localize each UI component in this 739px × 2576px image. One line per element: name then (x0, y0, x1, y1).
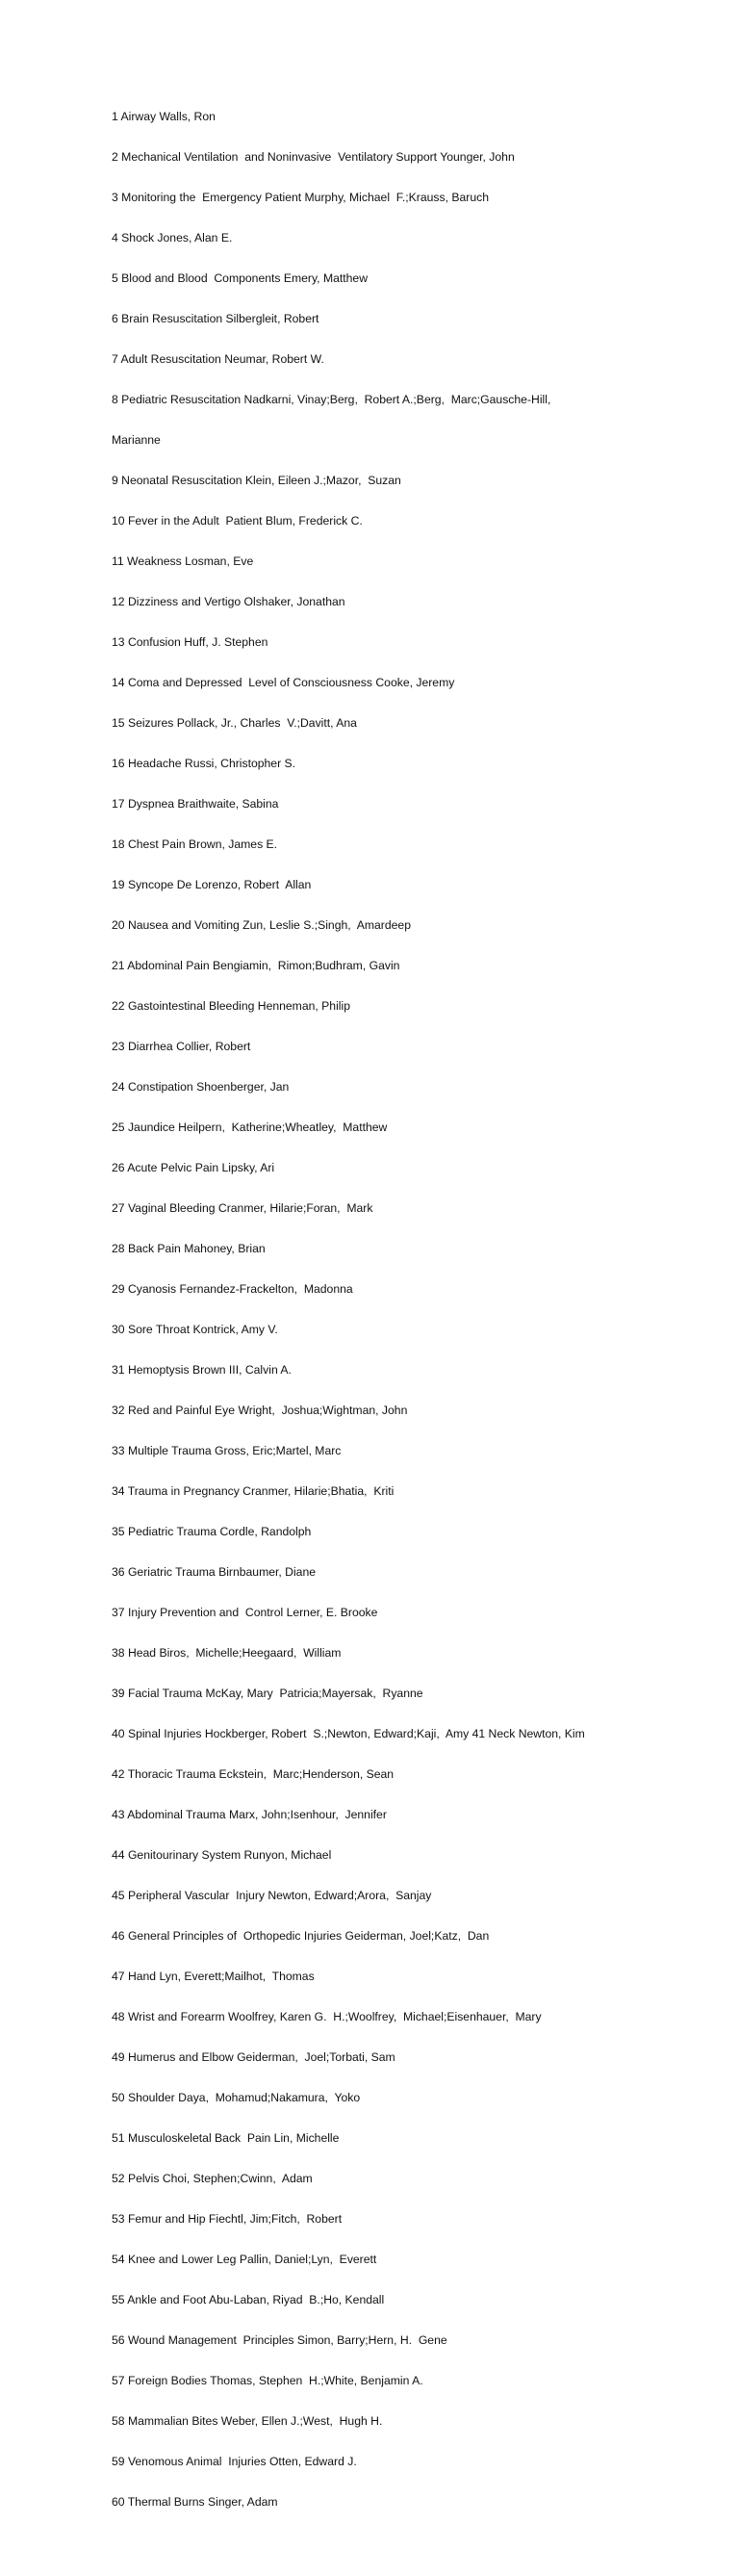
list-item: 48 Wrist and Forearm Woolfrey, Karen G. H.;Woolfrey, Michael;Eisenhauer, Mary (112, 2010, 542, 2023)
list-item: 4 Shock Jones, Alan E. (112, 231, 233, 245)
list-item: 14 Coma and Depressed Level of Consciousness Cooke, Jeremy (112, 676, 455, 689)
list-item: 39 Facial Trauma McKay, Mary Patricia;Mayersak, Ryanne (112, 1687, 423, 1700)
list-item: 34 Trauma in Pregnancy Cranmer, Hilarie;Bhatia, Kriti (112, 1484, 395, 1498)
list-item: 7 Adult Resuscitation Neumar, Robert W. (112, 352, 324, 366)
list-item: 55 Ankle and Foot Abu-Laban, Riyad B.;Ho, Kendall (112, 2293, 385, 2306)
list-item: 15 Seizures Pollack, Jr., Charles V.;Davitt, Ana (112, 716, 357, 730)
list-item: 43 Abdominal Trauma Marx, John;Isenhour, Jennifer (112, 1808, 387, 1821)
list-item: 56 Wound Management Principles Simon, Barry;Hern, H. Gene (112, 2333, 447, 2347)
list-item: 24 Constipation Shoenberger, Jan (112, 1080, 290, 1094)
list-item: 40 Spinal Injuries Hockberger, Robert S.;Newton, Edward;Kaji, Amy 41 Neck Newton, Kim (112, 1727, 585, 1740)
list-item: 29 Cyanosis Fernandez-Frackelton, Madonna (112, 1282, 353, 1296)
list-item: 10 Fever in the Adult Patient Blum, Frederick C. (112, 514, 363, 528)
list-item: 57 Foreign Bodies Thomas, Stephen H.;White, Benjamin A. (112, 2374, 423, 2387)
list-item: 36 Geriatric Trauma Birnbaumer, Diane (112, 1565, 317, 1579)
list-item: 35 Pediatric Trauma Cordle, Randolph (112, 1525, 312, 1538)
list-item: 11 Weakness Losman, Eve (112, 554, 254, 568)
list-item: 51 Musculoskeletal Back Pain Lin, Michelle (112, 2131, 340, 2145)
list-item: 20 Nausea and Vomiting Zun, Leslie S.;Singh, Amardeep (112, 918, 411, 932)
list-item: 1 Airway Walls, Ron (112, 110, 216, 123)
list-item: 60 Thermal Burns Singer, Adam (112, 2495, 278, 2509)
list-item: 12 Dizziness and Vertigo Olshaker, Jonathan (112, 595, 345, 608)
list-item: 25 Jaundice Heilpern, Katherine;Wheatley, Matthew (112, 1121, 388, 1134)
list-item: 52 Pelvis Choi, Stephen;Cwinn, Adam (112, 2172, 313, 2185)
list-item: 19 Syncope De Lorenzo, Robert Allan (112, 878, 312, 891)
list-item: 18 Chest Pain Brown, James E. (112, 837, 278, 851)
list-item: 42 Thoracic Trauma Eckstein, Marc;Henderson, Sean (112, 1767, 395, 1781)
list-item: 50 Shoulder Daya, Mohamud;Nakamura, Yoko (112, 2091, 361, 2104)
list-item: 37 Injury Prevention and Control Lerner, E. Brooke (112, 1606, 378, 1619)
list-item: 58 Mammalian Bites Weber, Ellen J.;West, Hugh H. (112, 2414, 383, 2428)
chapter-list (112, 83, 689, 2576)
list-item: 6 Brain Resuscitation Silbergleit, Robert (112, 312, 319, 325)
list-item: 47 Hand Lyn, Everett;Mailhot, Thomas (112, 1970, 315, 1983)
list-item: 22 Gastointestinal Bleeding Henneman, Philip (112, 999, 350, 1013)
list-item: 9 Neonatal Resuscitation Klein, Eileen J.;Mazor, Suzan (112, 474, 401, 487)
list-item: 33 Multiple Trauma Gross, Eric;Martel, Marc (112, 1444, 342, 1457)
list-item: 53 Femur and Hip Fiechtl, Jim;Fitch, Robert (112, 2212, 343, 2226)
list-item: 17 Dyspnea Braithwaite, Sabina (112, 797, 279, 811)
list-item: 46 General Principles of Orthopedic Injuries Geiderman, Joel;Katz, Dan (112, 1929, 490, 1943)
list-item (112, 2536, 689, 2549)
list-item: 2 Mechanical Ventilation and Noninvasive Ventilatory Support Younger, John (112, 150, 515, 164)
list-item: 5 Blood and Blood Components Emery, Matthew (112, 271, 369, 285)
list-item: 3 Monitoring the Emergency Patient Murphy, Michael F.;Krauss, Baruch (112, 191, 489, 204)
list-item: 26 Acute Pelvic Pain Lipsky, Ari (112, 1161, 275, 1174)
list-item: 16 Headache Russi, Christopher S. (112, 757, 296, 770)
list-item: 13 Confusion Huff, J. Stephen (112, 635, 268, 649)
list-item: 8 Pediatric Resuscitation Nadkarni, Vinay;Berg, Robert A.;Berg, Marc;Gausche-Hill, (112, 393, 551, 406)
list-item: 28 Back Pain Mahoney, Brian (112, 1242, 266, 1255)
list-item: 54 Knee and Lower Leg Pallin, Daniel;Lyn, Everett (112, 2253, 377, 2266)
list-item: 21 Abdominal Pain Bengiamin, Rimon;Budhram, Gavin (112, 959, 400, 972)
list-item: 44 Genitourinary System Runyon, Michael (112, 1848, 332, 1862)
list-item: 23 Diarrhea Collier, Robert (112, 1040, 251, 1053)
list-item: 59 Venomous Animal Injuries Otten, Edward J. (112, 2455, 357, 2468)
list-item: 49 Humerus and Elbow Geiderman, Joel;Torbati, Sam (112, 2050, 395, 2064)
list-item-continuation: Marianne (112, 433, 161, 447)
list-item: 38 Head Biros, Michelle;Heegaard, William (112, 1646, 342, 1660)
list-item: 27 Vaginal Bleeding Cranmer, Hilarie;Foran, Mark (112, 1201, 373, 1215)
list-item: 32 Red and Painful Eye Wright, Joshua;Wightman, John (112, 1404, 408, 1417)
list-item: 45 Peripheral Vascular Injury Newton, Edward;Arora, Sanjay (112, 1889, 432, 1902)
list-item: 30 Sore Throat Kontrick, Amy V. (112, 1323, 278, 1336)
list-item: 31 Hemoptysis Brown III, Calvin A. (112, 1363, 292, 1377)
